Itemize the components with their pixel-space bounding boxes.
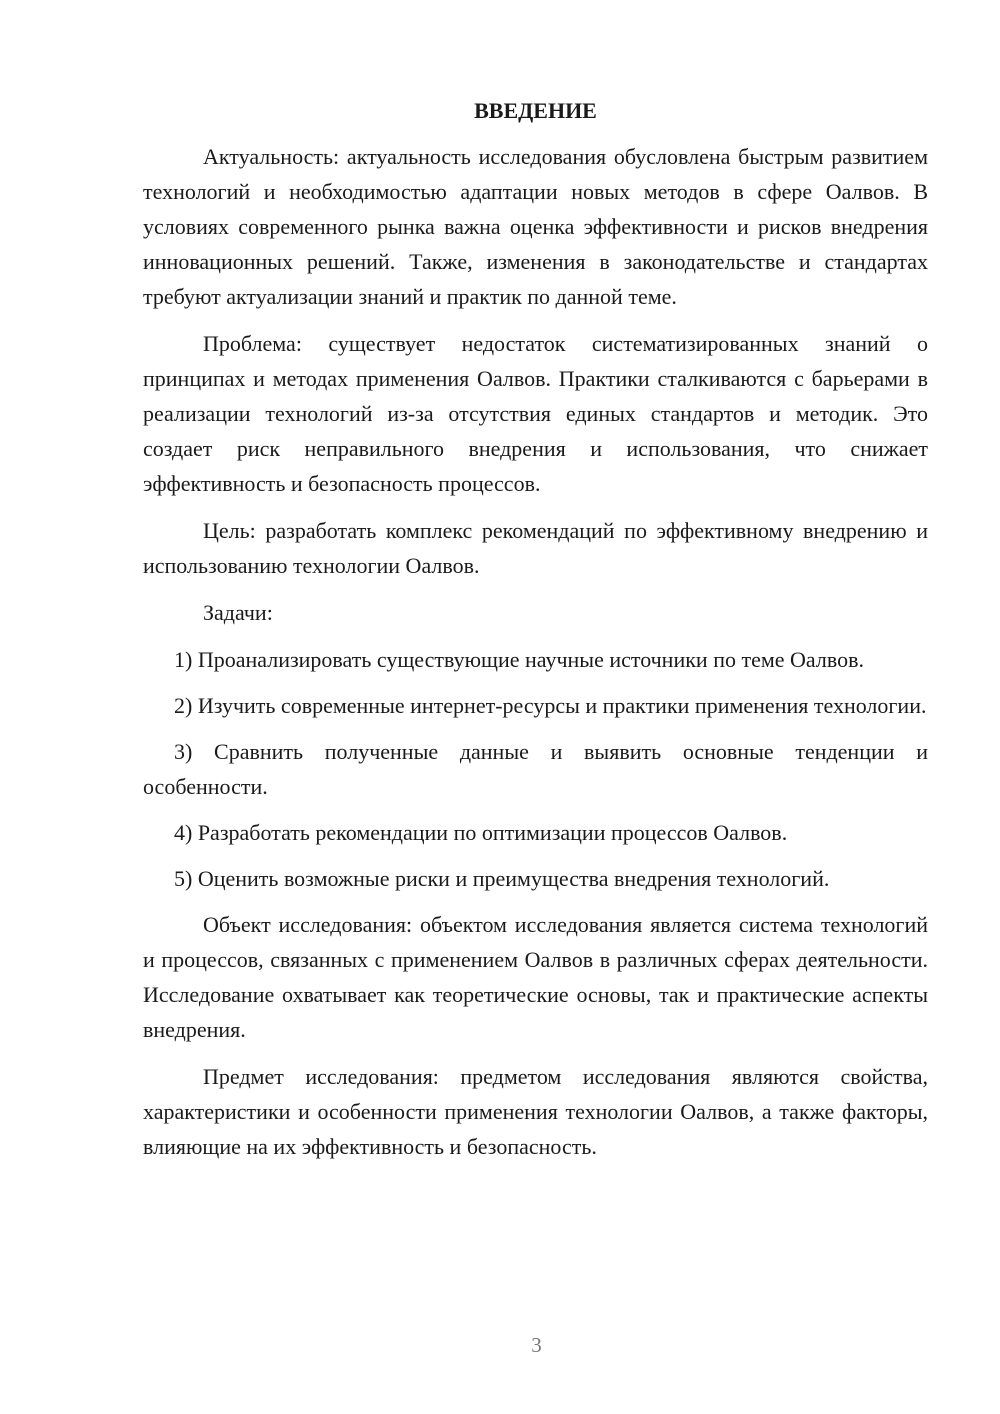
task-item: 5) Оценить возможные риски и преимущества внедрения технологий.: [174, 866, 830, 891]
task-item: 3) Сравнить полученные данные и выявить основные тенденции и особенности.: [143, 739, 928, 799]
subject-paragraph: Предмет исследования: предметом исследования являются свойства, характеристики и особенности применения технологии Оалвов, а также факторы, влияющие на их эффективность и безопасность.: [143, 1064, 928, 1159]
tasks-heading: Задачи:: [203, 600, 273, 625]
task-item: 4) Разработать рекомендации по оптимизации процессов Оалвов.: [174, 820, 788, 845]
tasks-list: [143, 642, 928, 896]
section-heading: ВВЕДЕНИЕ: [474, 98, 597, 123]
goal-paragraph: Цель: разработать комплекс рекомендаций по эффективному внедрению и использованию технологии Оалвов.: [143, 518, 928, 578]
page-content: [143, 95, 928, 1176]
relevance-paragraph: Актуальность: актуальность исследования обусловлена быстрым развитием технологий и необходимостью адаптации новых методов в сфере Оалвов. В условиях современного рынка важна оценка эффективности и рисков внедрения инновационных решений. Также, изменения в законодательстве и стандартах требуют актуализации знаний и практик по данной теме.: [143, 144, 928, 309]
problem-paragraph: Проблема: существует недостаток систематизированных знаний о принципах и методах применения Оалвов. Практики сталкиваются с барьерами в реализации технологий из-за отсутствия единых стандартов и методик. Это создает риск неправильного внедрения и использования, что снижает эффективность и безопасность процессов.: [143, 331, 928, 496]
task-item: 2) Изучить современные интернет-ресурсы и практики применения технологии.: [174, 693, 927, 718]
object-paragraph: Объект исследования: объектом исследования является система технологий и процессов, связанных с применением Оалвов в различных сферах деятельности. Исследование охватывает как теоретические основы, так и практические аспекты внедрения.: [143, 912, 928, 1042]
task-item: 1) Проанализировать существующие научные источники по теме Оалвов.: [174, 647, 864, 672]
page-number: 3: [531, 1333, 542, 1357]
